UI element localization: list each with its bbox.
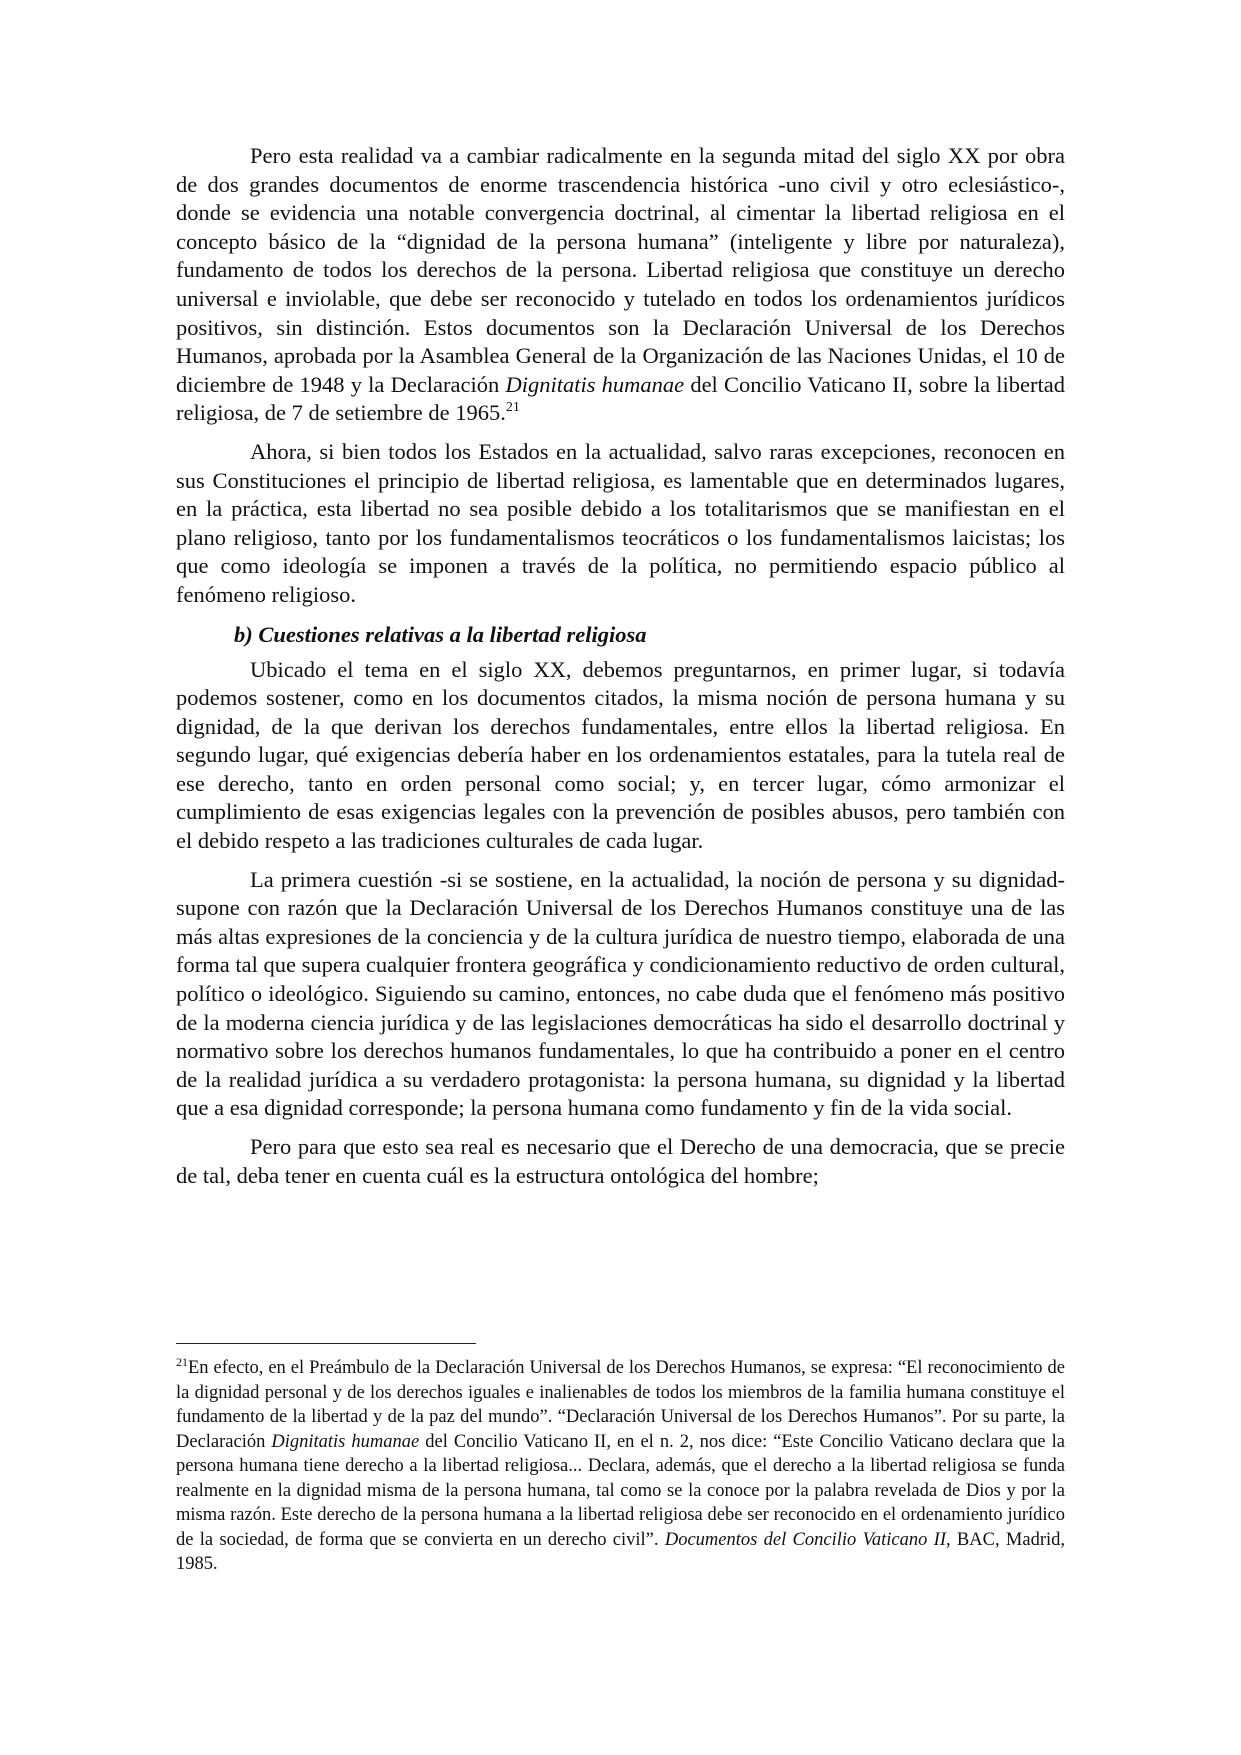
footnote-text: , BAC, Madrid, 1985. <box>176 1529 1066 1574</box>
paragraph-4 <box>176 866 1065 1123</box>
paragraph-5 <box>176 1133 1065 1190</box>
footnote-reference[interactable]: 21 <box>505 400 520 416</box>
footnote-text: En efecto, en el Preámbulo de la Declaración Universal de los Derechos Humanos, se expresa: “El reconocimiento de la dignidad personal y de los derechos iguales e inalienables de todos los miembros de la familia humana constituye el fundamento de la libertad y de la paz del mundo”. “Declaración Universal de los Derechos Humanos”. Por su parte, la Declaración <box>176 1358 1065 1452</box>
paragraph-text: Ahora, si bien todos los Estados en la actualidad, salvo raras excepciones, reconocen en sus Constituciones el principio de libertad religiosa, es lamentable que en determinados lugares, en la práctica, esta libertad no sea posible debido a los totalitarismos que se manifiestan en el plano religioso, tanto por los fundamentalismos teocráticos o los fundamentalismos laicistas; los que como ideología se imponen a través de la política, no permitiendo espacio público al fenómeno religioso. <box>176 438 1065 607</box>
footnote-number: 21 <box>176 1355 188 1369</box>
paragraph-3 <box>176 656 1065 856</box>
paragraph-text: Pero esta realidad va a cambiar radicalmente en la segunda mitad del siglo XX por obra de dos grandes documentos de enorme trascendencia histórica -uno civil y otro eclesiástico-, donde se evidencia una notable convergencia doctrinal, al cimentar la libertad religiosa en el concepto básico de la “dignidad de la persona humana” (inteligente y libre por naturaleza), fundamento de todos los derechos de la persona. Libertad religiosa que constituye un derecho universal e inviolable, que debe ser reconocido y tutelado en todos los ordenamientos jurídicos positivos, sin distinción. Estos documentos son la Declaración Universal de los Derechos Humanos, aprobada por la Asamblea General de la Organización de las Naciones Unidas, el 10 de diciembre de 1948 y la Declaración <box>176 143 1065 397</box>
italic-title: Dignitatis humanae <box>505 371 685 397</box>
footnotes <box>176 1356 1065 1577</box>
paragraph-1 <box>176 142 1065 428</box>
body-text <box>176 142 1065 1200</box>
paragraph-text: Ubicado el tema en el siglo XX, debemos preguntarnos, en primer lugar, si todavía podemos sostener, como en los documentos citados, la misma noción de persona humana y su dignidad, de la que derivan los derechos fundamentales, entre ellos la libertad religiosa. En segundo lugar, qué exigencias debería haber en los ordenamientos estatales, para la tutela real de ese derecho, tanto en orden personal como social; y, en tercer lugar, cómo armonizar el cumplimiento de esas exigencias legales con la prevención de posibles abusos, pero también con el debido respeto a las tradiciones culturales de cada lugar. <box>176 656 1065 854</box>
paragraph-text: del Concilio Vaticano II, sobre la libertad religiosa, de 7 de setiembre de 1965. <box>176 371 1066 426</box>
footnote-21 <box>176 1356 1065 1577</box>
italic-title: Dignitatis humanae <box>271 1431 420 1452</box>
footnote-text: del Concilio Vaticano II, en el n. 2, nos dice: “Este Concilio Vaticano declara que la persona humana tiene derecho a la libertad religiosa... Declara, además, que el derecho a la libertad religiosa se funda realmente en la dignidad misma de la persona humana, tal como se la conoce por la palabra revelada de Dios y por la misma razón. Este derecho de la persona humana a la libertad religiosa debe ser reconocido en el ordenamiento jurídico de la sociedad, de forma que se convierta en un derecho civil”. <box>176 1431 1065 1550</box>
paragraph-text: La primera cuestión -si se sostiene, en la actualidad, la noción de persona y su dignidad- supone con razón que la Declaración Universal de los Derechos Humanos constituye una de las más altas expresiones de la conciencia y de la cultura jurídica de nuestro tiempo, elaborada de una forma tal que supera cualquier frontera geográfica y condicionamiento reductivo de orden cultural, político o ideológico. Siguiendo su camino, entonces, no cabe duda que el fenómeno más positivo de la moderna ciencia jurídica y de las legislaciones democráticas ha sido el desarrollo doctrinal y normativo sobre los derechos humanos fundamentales, lo que ha contribuido a poner en el centro de la realidad jurídica a su verdadero protagonista: la persona humana, su dignidad y la libertad que a esa dignidad corresponde; la persona humana como fundamento y fin de la vida social. <box>176 866 1065 1121</box>
section-heading: b) Cuestiones relativas a la libertad religiosa <box>234 621 647 647</box>
paragraph-2 <box>176 438 1065 610</box>
footnote-separator <box>176 1343 476 1344</box>
paragraph-text: Pero para que esto sea real es necesario que el Derecho de una democracia, que se precie de tal, deba tener en cuenta cuál es la estructura ontológica del hombre; <box>176 1134 1065 1188</box>
italic-title: Documentos del Concilio Vaticano II <box>664 1529 946 1550</box>
